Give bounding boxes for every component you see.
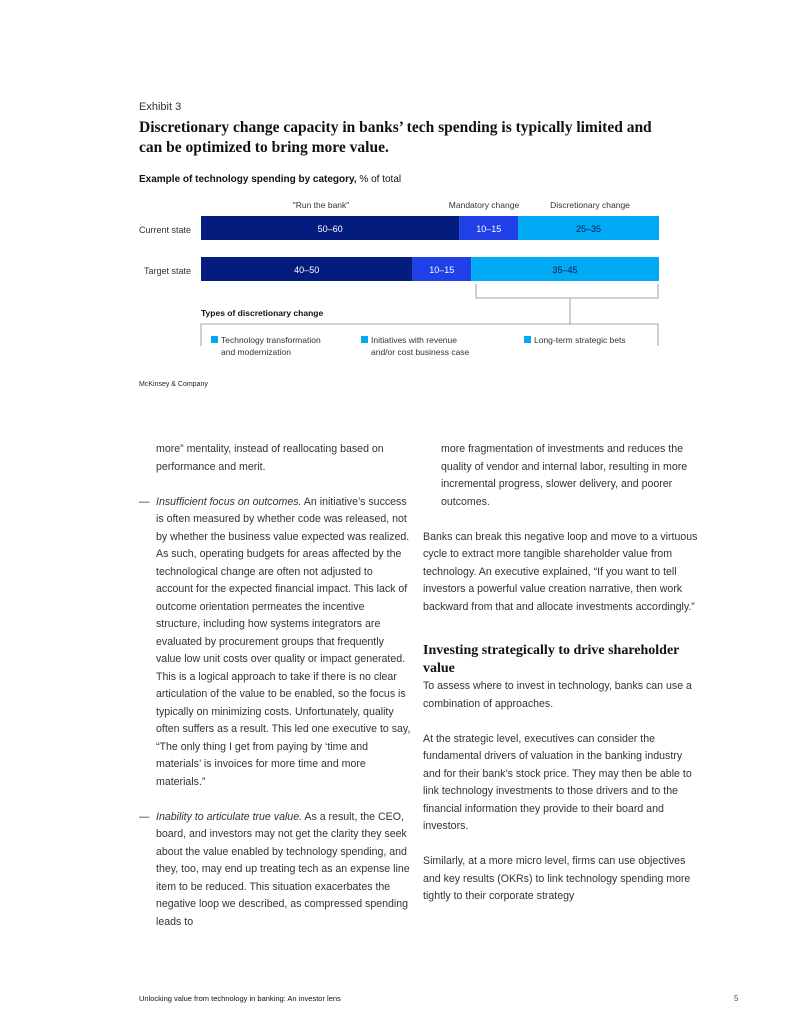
breakdown-label-strategic-bets: Long-term strategic bets [534, 335, 626, 345]
breakdown-label-tech-transformation-2: and modernization [221, 347, 291, 357]
section-heading: Investing strategically to drive shareholder value [423, 643, 680, 676]
breakdown-label-tech-transformation: Technology transformation [221, 335, 321, 345]
bar-label-current-run-the-bank: 50–60 [317, 224, 343, 234]
exhibit-label: Exhibit 3 [139, 101, 182, 113]
chart-subtitle-bold: Example of technology spending by category, [139, 174, 357, 185]
breakdown-swatch-strategic-bets [524, 336, 531, 343]
left-column [139, 441, 411, 931]
right-paragraph-5: Similarly, at a more micro level, firms can use objectives and key results (OKRs) to link technology spending more tightly to their corporate strategy [423, 855, 691, 902]
series-header-run-the-bank: "Run the bank" [292, 200, 350, 210]
bar-label-target-mandatory: 10–15 [429, 265, 455, 275]
series-header-discretionary: Discretionary change [550, 200, 630, 210]
breakdown-swatch-initiatives [361, 336, 368, 343]
right-paragraph-2: Banks can break this negative loop and move to a virtuous cycle to extract more tangible shareholder value from technology. An executive explained, “If you want to tell investors a powerful value creation narrative, then work backward from that and allocate investments accordingly.” [423, 530, 698, 613]
bar-label-target-run-the-bank: 40–50 [294, 265, 320, 275]
row-label-target-state: Target state [143, 266, 191, 276]
bullet-value-lead: Inability to articulate true value. [156, 810, 303, 823]
exhibit-title: Discretionary change capacity in banks’ tech spending is typically limited and can be optimized to bring more value. [139, 119, 652, 156]
right-column [423, 441, 698, 906]
series-header-mandatory: Mandatory change [448, 200, 520, 210]
bullet-value-text: As a result, the CEO, board, and investors may not get the clarity they seek about the value enabled by technology spending, and they, too, may end up treating tech as an expense line item to be reduced. This situation exacerbates the negative loop we described, as compressed spending leads to [156, 810, 410, 928]
bullet-outcomes-text: An initiative’s success is often measured by whether code was released, not by whether the business value expected was realized. As such, operating budgets for areas affected by the technological change are often not adjusted to account for the expected financial impact. This lack of outcome orientation permeates the incentive structure, including how systems integrators are evaluated by procurement groups that frequently value low unit costs over quality or impact generated. This is a logical approach to take if there is no clear articulation of the value to be enabled, so the focus is typically on minimizing costs. Unfortunately, quality often suffers as a result. This led one executive to say, “The only thing I get from paying by ‘time and materials’ is invoices for more time and more materials.” [156, 495, 411, 788]
right-paragraph-4: At the strategic level, executives can consider the fundamental drivers of valuation in the banking industry and for their bank’s stock price. They may then be able to link technology investments to those drivers and to the financial information they provide to their board and investors. [423, 732, 692, 832]
page-number: 5 [734, 994, 739, 1003]
row-label-current-state: Current state [138, 225, 191, 235]
right-paragraph-3: To assess where to invest in technology, banks can use a combination of approaches. [423, 680, 692, 710]
stacked-bar-chart [0, 0, 791, 380]
chart-subtitle-unit: % of total [356, 174, 402, 185]
breakdown-title: Types of discretionary change [201, 308, 324, 318]
bullet-dash: — [139, 810, 150, 823]
left-paragraph-1: more” mentality, instead of reallocating based on performance and merit. [156, 443, 384, 473]
breakdown-label-initiatives: Initiatives with revenue [371, 335, 457, 345]
bar-label-current-discretionary: 25–35 [576, 224, 602, 234]
bullet-outcomes [139, 494, 411, 792]
bracket [476, 284, 658, 298]
bar-label-current-mandatory: 10–15 [476, 224, 502, 234]
source-note: McKinsey & Company [139, 381, 208, 388]
bullet-value [139, 809, 411, 932]
bar-label-target-discretionary: 35–45 [552, 265, 578, 275]
right-paragraph-1: more fragmentation of investments and reduces the quality of vendor and internal labor, resulting in more incremental progress, slower delivery, and poorer outcomes. [441, 443, 688, 508]
footer-title: Unlocking value from technology in banking: An investor lens [139, 994, 341, 1003]
bullet-outcomes-lead: Insufficient focus on outcomes. [156, 495, 302, 508]
breakdown-swatch-tech-transformation [211, 336, 218, 343]
bullet-dash: — [139, 495, 150, 508]
breakdown-label-initiatives-2: and/or cost business case [371, 347, 470, 357]
